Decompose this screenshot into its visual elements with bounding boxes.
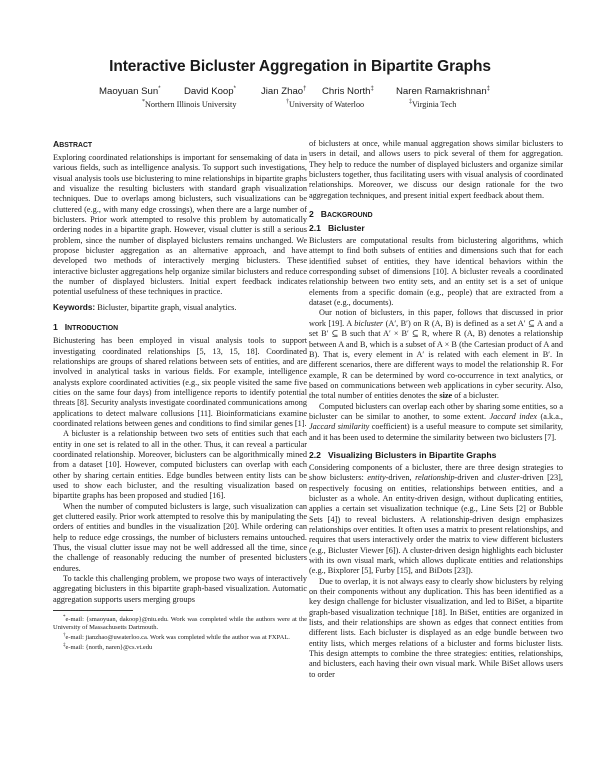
text-run: Our notion of biclusters, in this paper, follows that discussed in prior work [19]. A (309, 308, 563, 328)
background-paragraph-2 (309, 308, 563, 401)
affiliation-name: Northern Illinois University (145, 100, 237, 109)
author-3 (261, 86, 306, 97)
intro-paragraph-2: A bicluster is a relationship between two sets of entities such that each entity in one set is related to all in the other. Thus, it can reveal a particular coordinated relationship. Moreover, biclusters can be algorithmically mined from a dataset [10]. However, computed biclusters can overlap with each other by sharing certain entities. Edge bundles between entity lists can be used to show each bicluster, and the resulting visualization based on bipartite graphs has been proposed and studied [16]. (53, 429, 307, 501)
background-paragraph-1: Biclusters are computational results from biclustering algorithms, which attempt to find both subsets of entities and dimensions such that for each identified subset of entities, they have identical behaviors within the corresponding subset of dimensions [10]. A bicluster reveals a coordinated relationship between two entity sets, and an entity set is a set of unique elements from a specific domain (e.g., people) that are extracted from a dataset (e.g., documents). (309, 236, 563, 308)
author-mark: ‡ (370, 86, 374, 92)
heading-rest: BSTRACT (59, 142, 93, 149)
keywords-text: Bicluster, bipartite graph, visual analytics. (97, 302, 237, 312)
left-column (53, 139, 307, 652)
heading-cap: I (64, 322, 68, 333)
affiliation-3 (409, 99, 456, 109)
text-run: (a.k.a., (537, 411, 563, 421)
subsection-title: Visualizing Biclusters in Bipartite Graphs (327, 449, 497, 460)
intro-paragraph-4: To tackle this challenging problem, we propose two ways of interactively aggregating biclusters in this bipartite graph-based visualization. Automatic aggregation supports users merging groups (53, 574, 307, 604)
author-5 (396, 86, 490, 97)
affiliation-name: University of Waterloo (289, 100, 365, 109)
affiliation-2 (286, 99, 364, 109)
author-mark: * (158, 86, 161, 92)
affiliation-1 (142, 99, 236, 109)
footnote-mark: ‡ (63, 643, 66, 649)
text-run: (A′, B′) on R (A, B) is defined as a set A′ ⊆ A and a set B′ ⊆ B such that A′ × B′ ⊆ R, where R (A, B) denotes a relationship between A and B, which is a subset of A × B (the Cartesian product of A and B). That is, every element in A′ is related with each element in B′. In different scenarios, there are different ways to model the relationship R. For example, R can be determined by word co-occurrence in text analytics, or based on communications between web applications in cyber security. Also, the total number of entities denotes the (309, 318, 564, 401)
keywords (53, 303, 307, 313)
affiliation-mark: * (142, 99, 145, 105)
author-name: Chris North (322, 86, 371, 97)
visualizing-paragraph-2: Due to overlap, it is not always easy to clearly show biclusters by relying on their components without any duplication. This has been identified as a key design challenge for bicluster visualization, and led to BiSet, a bipartite graph-based visualization technique [18]. In BiSet, entities are organized in lists, and their relationships are shown as edges that connect entities from different lists. Each bicluster is displayed as an edge bundle between two entity lists, which merges relations of a bicluster and forms bicluster lists. This design attempts to combine the three strategies: entities, relationships, and biclusters, each having their own visual mark. While BiSet allows users to order (309, 576, 563, 679)
text-run: cluster (497, 473, 520, 483)
text-run: Considering components of a bicluster, there are three design strategies to show biclusters: (309, 462, 563, 483)
affiliation-mark: † (286, 99, 289, 105)
subsection-title: Bicluster (327, 223, 365, 234)
author-mark: * (233, 86, 236, 92)
intro-paragraph-1: Bichustering has been employed in visual analysis tools to support investigating coordinated relationships [5, 13, 15, 18]. Coordinated relationships are groups of shared relations between sets of entities, and are involved in analytical tasks in various fields. For example, intelligence analysts explore coordinated activities (e.g., six people visited the same five cities on the same four days) from intelligence reports to identify potential threats [8]. Security analysts investigate coordinated communications among applications to detect malware collusions [11]. Bioinformaticians examine coordinated relations between genes and conditions to find similar genes [1]. (53, 336, 307, 428)
background-paragraph-3 (309, 402, 563, 443)
intro-continued: of biclusters at once, while manual aggregation shows similar biclusters to users in detail, and allows users to pick several of them for aggregation. They help to reduce the number of displayed biclusters and organize similar biclusters together, thus facilitating users with visual analysis of coordinated relationships. Moreover, we discuss our design rationale for the two aggregation techniques, and present initial expert feedback about them. (309, 139, 563, 200)
text-run: bicluster (354, 318, 384, 328)
text-run: -driven and (454, 473, 498, 483)
footnote-3 (53, 642, 307, 652)
section-1-heading (53, 322, 307, 334)
keywords-label: Keywords: (53, 302, 96, 312)
author-name: Naren Ramakrishnan (396, 86, 487, 97)
author-1 (99, 86, 161, 97)
author-mark: ‡ (486, 86, 490, 92)
subsection-2-1-heading (309, 223, 563, 234)
footnote-mark: † (63, 633, 66, 639)
abstract-heading (53, 139, 307, 151)
heading-cap: A (53, 139, 60, 149)
visualizing-paragraph-1 (309, 463, 563, 577)
footnote-text: e-mail: jianzhao@uwaterloo.ca. Work was completed while the author was at FXPAL. (65, 634, 290, 642)
subsection-2-2-heading (309, 450, 563, 461)
section-number: 2.2 (309, 449, 321, 460)
footnotes (53, 610, 307, 652)
author-mark: † (303, 86, 307, 92)
heading-rest: NTRODUCTION (67, 325, 119, 333)
footnote-2 (53, 632, 307, 642)
text-run: -driven [23], respectively focusing on entities, relationships between entities, and a bicluster as a whole. An entity-driven design, without duplicating entities, applies a certain set visualization technique (e.g., Line Sets [2] or Bubble Sets [4]) to reveal biclusters. A relationship-driven design emphasizes relationships over entities. It often uses a matrix to present relationships, and requires that users interactively order the matrix to view different biclusters (e.g., Bicluster Viewer [6]). A cluster-driven design highlights each bicluster with its own visual mark, which allows duplicate entities and relationships (e.g., Bixplorer [5], Furby [15], and BiDots [23]). (309, 473, 563, 576)
text-run: size (439, 391, 453, 401)
section-number: 2.1 (309, 223, 321, 234)
footnote-rule (53, 610, 133, 611)
author-2 (184, 86, 236, 97)
right-column (309, 139, 563, 680)
text-run: Computed biclusters can overlap each other by sharing some entities, so a bicluster can be similar to another, to some extent. (309, 401, 563, 421)
text-run: of a bicluster. (452, 391, 499, 401)
text-run: -driven, (385, 473, 416, 483)
footnote-1 (53, 614, 307, 632)
heading-rest: ACKGROUND (327, 212, 373, 220)
footnote-text: e-mail: {north, naren}@cs.vt.edu (65, 644, 153, 652)
footnote-mark: * (63, 615, 66, 621)
paper-title: Interactive Bicluster Aggregation in Bipartite Graphs (109, 58, 491, 75)
text-run: Jaccard index (489, 411, 538, 421)
abstract-text: Exploring coordinated relationships is important for sensemaking of data in various fields, such as intelligence analysis. To support such investigations, visual analysis tools use biclustering to mine relationships in bipartite graphs and visualize the resulting biclusters with standard graph visualization techniques. Due to overlaps among biclusters, such visualizations can be cluttered (e.g., with many edge crossings), when there are a large number of biclusters. Prior work attempted to resolve this problem by automatically ordering nodes in a bipartite graph. However, visual clutter is still a serious problem, since the number of displayed biclusters remains unchanged. We propose bicluster aggregation as an alternative approach, and have developed two methods of interactively merging biclusters. These interactive bicluster aggregations help organize similar biclusters and reduce the number of displayed biclusters. Initial expert feedback indicates potential usefulness of these techniques in practice. (53, 153, 307, 297)
section-number: 2 (309, 209, 314, 220)
text-run: entity (367, 473, 386, 483)
heading-cap: B (320, 209, 327, 220)
section-2-heading (309, 209, 563, 221)
author-name: Jian Zhao (261, 86, 304, 97)
text-run: relationship (415, 473, 455, 483)
affiliation-mark: ‡ (409, 99, 412, 105)
footnote-text: e-mail: {smaoyuan, dakoop}@niu.edu. Work was completed while the authors were at the University of Massachusetts Dartmouth. (53, 616, 307, 632)
affiliation-name: Virginia Tech (412, 100, 457, 109)
text-run: Jaccard similarity (309, 422, 370, 432)
text-run: coefficient) is a useful measure to compute set similarity, and it has been used to determine the similarity between two biclusters [7]. (309, 422, 563, 442)
section-number: 1 (53, 322, 58, 333)
intro-paragraph-3: When the number of computed biclusters is large, such visualization can get cluttered easily. Prior work attempted to resolve this by manipulating the orders of entities and bundles in the visualization [20]. While ordering can help to reduce edge crossings, the number of biclusters remains untouched. Thus, the visual clutter issue may not be well addressed all the time, since the challenge of reasonably reducing the number of presented biclusters endures. (53, 501, 307, 573)
author-name: David Koop (184, 86, 234, 97)
author-4 (322, 86, 374, 97)
author-name: Maoyuan Sun (99, 86, 159, 97)
